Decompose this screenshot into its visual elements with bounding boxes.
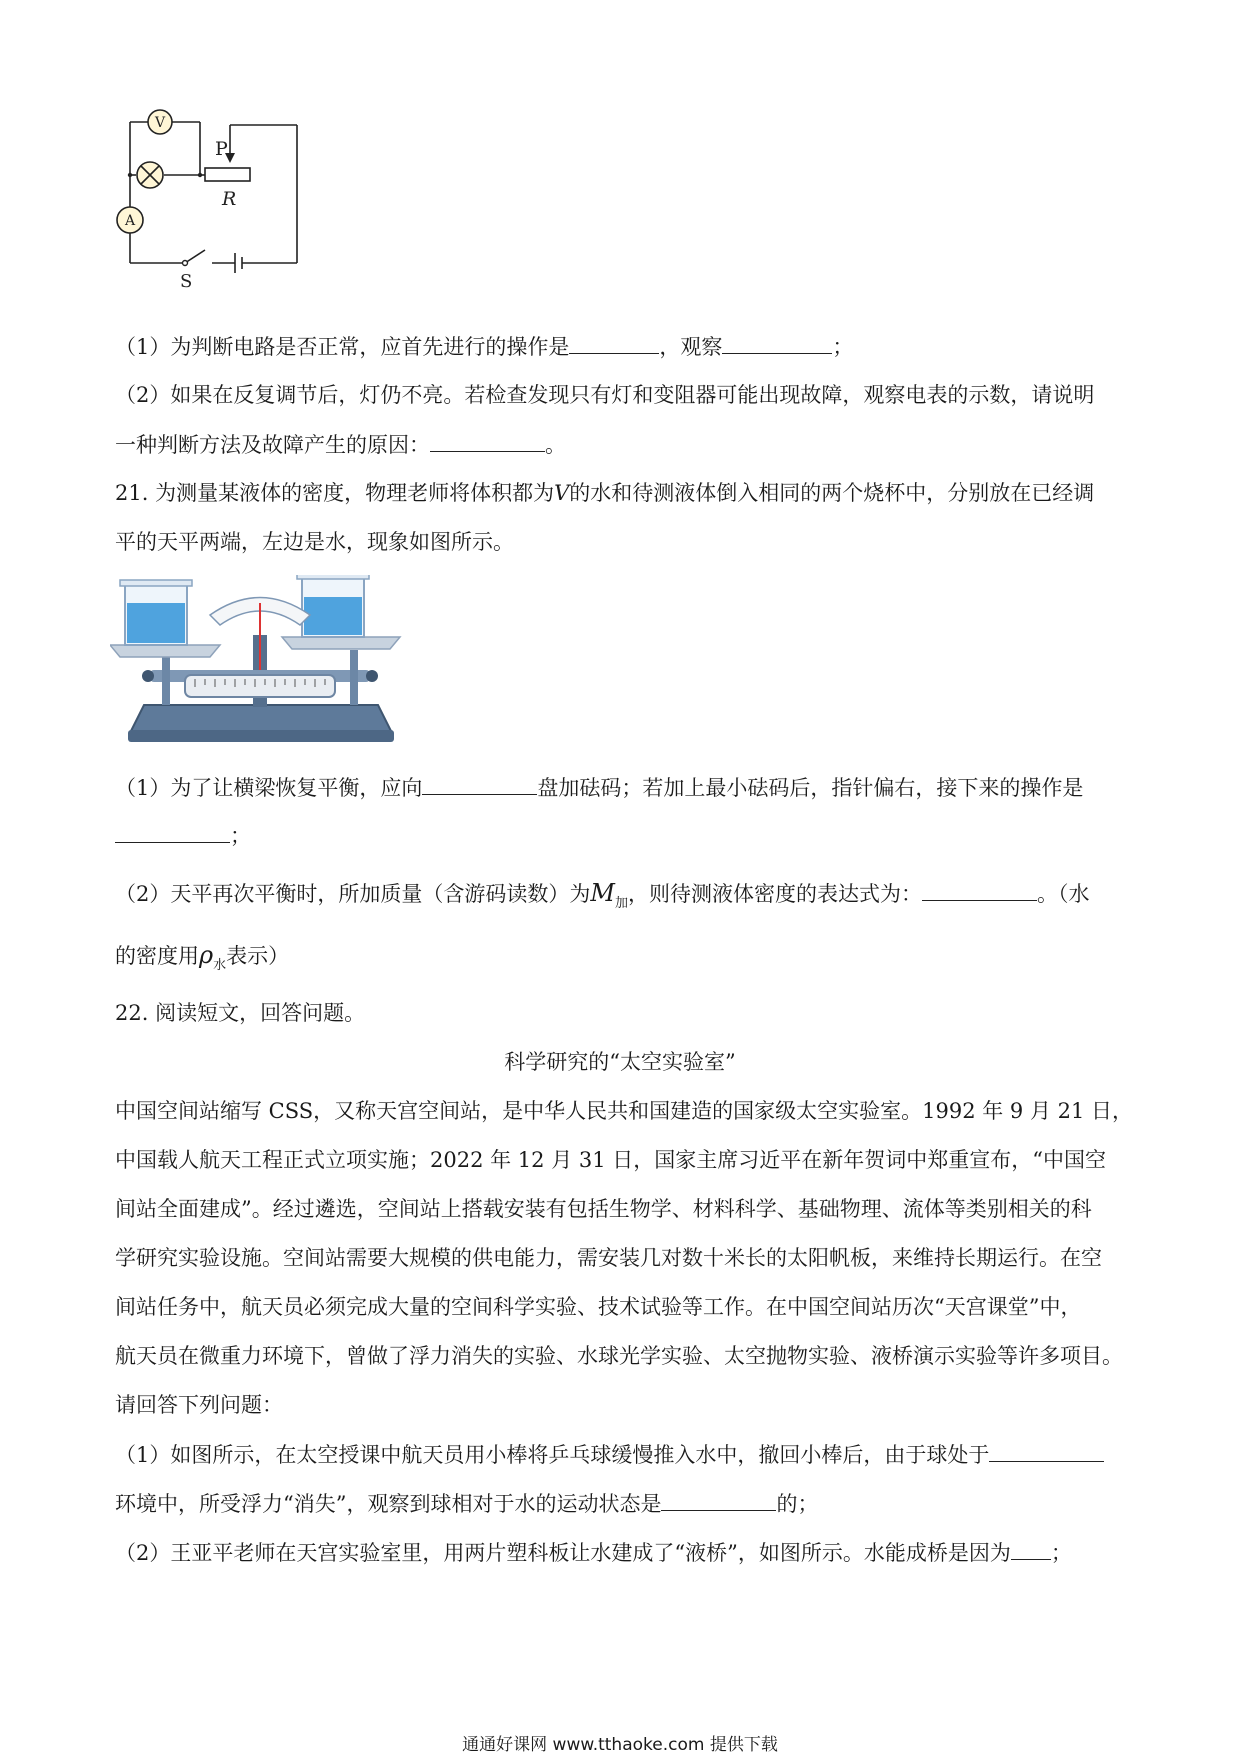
q22-part1: [115, 1439, 1130, 1470]
q22-para-line: 间站任务中，航天员必须完成大量的空间科学实验、技术试验等工作。在中国空间站历次“天宫课堂”中，: [115, 1295, 1082, 1319]
added-mass-var: M: [590, 879, 615, 907]
q22-passage-title: 科学研究的“太空实验室”: [504, 1050, 736, 1074]
answer-blank[interactable]: [569, 331, 659, 354]
q21-part2-line2-pre: 的密度用: [115, 944, 199, 968]
q21-part1-line2: [115, 820, 1130, 851]
q20-part2-post: 。: [545, 433, 566, 457]
water-density-var: ρ: [199, 941, 214, 969]
q21-stem-line2: 平的天平两端，左边是水，现象如图所示。: [115, 530, 514, 554]
voltmeter-label: V: [154, 115, 166, 131]
q22-prompt: 请回答下列问题：: [115, 1393, 283, 1417]
q22-part2-post: ；: [1050, 1541, 1072, 1565]
answer-blank[interactable]: [115, 820, 230, 843]
q21-part1-line2-post: ；: [230, 824, 251, 848]
answer-blank[interactable]: [722, 331, 832, 354]
q21-stem-post: 的水和待测液体倒入相同的两个烧杯中，分别放在已经调: [569, 481, 1095, 505]
balance-illustration: [110, 575, 405, 750]
q21-stem-line1: [115, 478, 1130, 508]
q22-part1-line2-post: 的；: [776, 1492, 819, 1516]
page-footer: 通通好课网 www.tthaoke.com 提供下载: [462, 1735, 778, 1755]
q22-para-line: 学研究实验设施。空间站需要大规模的供电能力，需安装几对数十米长的太阳帆板，来维持长期运行。在空: [115, 1246, 1102, 1270]
answer-blank[interactable]: [422, 772, 537, 795]
q20-part2-line1: （2）如果在反复调节后，灯仍不亮。若检查发现只有灯和变阻器可能出现故障，观察电表的示数，请说明: [115, 383, 1095, 407]
ammeter-label: A: [124, 213, 136, 229]
q20-part1: [115, 331, 1130, 362]
q22-part1-line2: [115, 1488, 1130, 1519]
q21-part2-line2-post: 表示）: [226, 944, 290, 968]
q21-stem-pre: 21. 为测量某液体的密度，物理老师将体积都为: [115, 481, 555, 505]
voltmeter-symbol: [148, 110, 172, 134]
q21-part1-text: （1）为了让横梁恢复平衡，应向: [115, 776, 423, 800]
answer-blank[interactable]: [430, 429, 545, 452]
q22-para-line: 航天员在微重力环境下，曾做了浮力消失的实验、水球光学实验、太空抛物实验、液桥演示实验等许多项目。: [115, 1344, 1123, 1368]
answer-blank[interactable]: [922, 878, 1037, 901]
answer-blank[interactable]: [989, 1439, 1104, 1462]
q22-para-line: 中国载人航天工程正式立项实施；2022 年 12 月 31 日，国家主席习近平在新年贺词中郑重宣布，“中国空: [115, 1148, 1106, 1172]
q21-part1-post: 盘加砝码；若加上最小砝码后，指针偏右，接下来的操作是: [537, 776, 1084, 800]
q20-part2-line2: [115, 429, 1130, 460]
q21-volume-var: V: [554, 481, 570, 505]
ammeter-symbol: [117, 207, 143, 233]
q22-part2: [115, 1537, 1130, 1568]
added-mass-subscript: 加: [614, 896, 628, 911]
q22-para-line: 中国空间站缩写 CSS，又称天宫空间站，是中华人民共和国建造的国家级太空实验室。1992 年 9 月 21 日，: [115, 1099, 1134, 1123]
water-density-subscript: 水: [213, 958, 227, 973]
q21-part2-line2: [115, 940, 1130, 981]
q22-para-line: 间站全面建成”。经过遴选，空间站上搭载安装有包括生物学、材料科学、基础物理、流体等类别相关的科: [115, 1197, 1092, 1221]
circuit-schematic: [100, 95, 340, 325]
q21-part1: [115, 772, 1130, 803]
q21-part2-text: （2）天平再次平衡时，所加质量（含游码读数）为: [115, 882, 591, 906]
q20-part1-text: （1）为判断电路是否正常，应首先进行的操作是: [115, 335, 570, 359]
q20-part2-text: 一种判断方法及故障产生的原因：: [115, 433, 430, 457]
switch-label: S: [180, 271, 193, 292]
slider-label: P: [215, 138, 228, 160]
q20-part1-mid: ，观察: [659, 335, 723, 359]
q22-part2-text: （2）王亚平老师在天宫实验室里，用两片塑科板让水建成了“液桥”，如图所示。水能成桥是因为: [115, 1541, 1011, 1565]
q21-part2-mid: ，则待测液体密度的表达式为：: [627, 882, 922, 906]
q22-part1-line2-text: 环境中，所受浮力“消失”，观察到球相对于水的运动状态是: [115, 1492, 662, 1516]
q20-part1-post: ；: [832, 335, 854, 359]
q22-heading: 22. 阅读短文，回答问题。: [115, 1001, 366, 1025]
answer-blank[interactable]: [1011, 1537, 1051, 1560]
q22-part1-text: （1）如图所示，在太空授课中航天员用小棒将乒乓球缓慢推入水中，撤回小棒后，由于球处于: [115, 1443, 990, 1467]
resistor-label: R: [222, 188, 237, 210]
q21-part2-post: 。（水: [1036, 882, 1090, 906]
q21-part2: [115, 878, 1130, 919]
answer-blank[interactable]: [661, 1488, 776, 1511]
lamp-symbol: [137, 162, 163, 188]
